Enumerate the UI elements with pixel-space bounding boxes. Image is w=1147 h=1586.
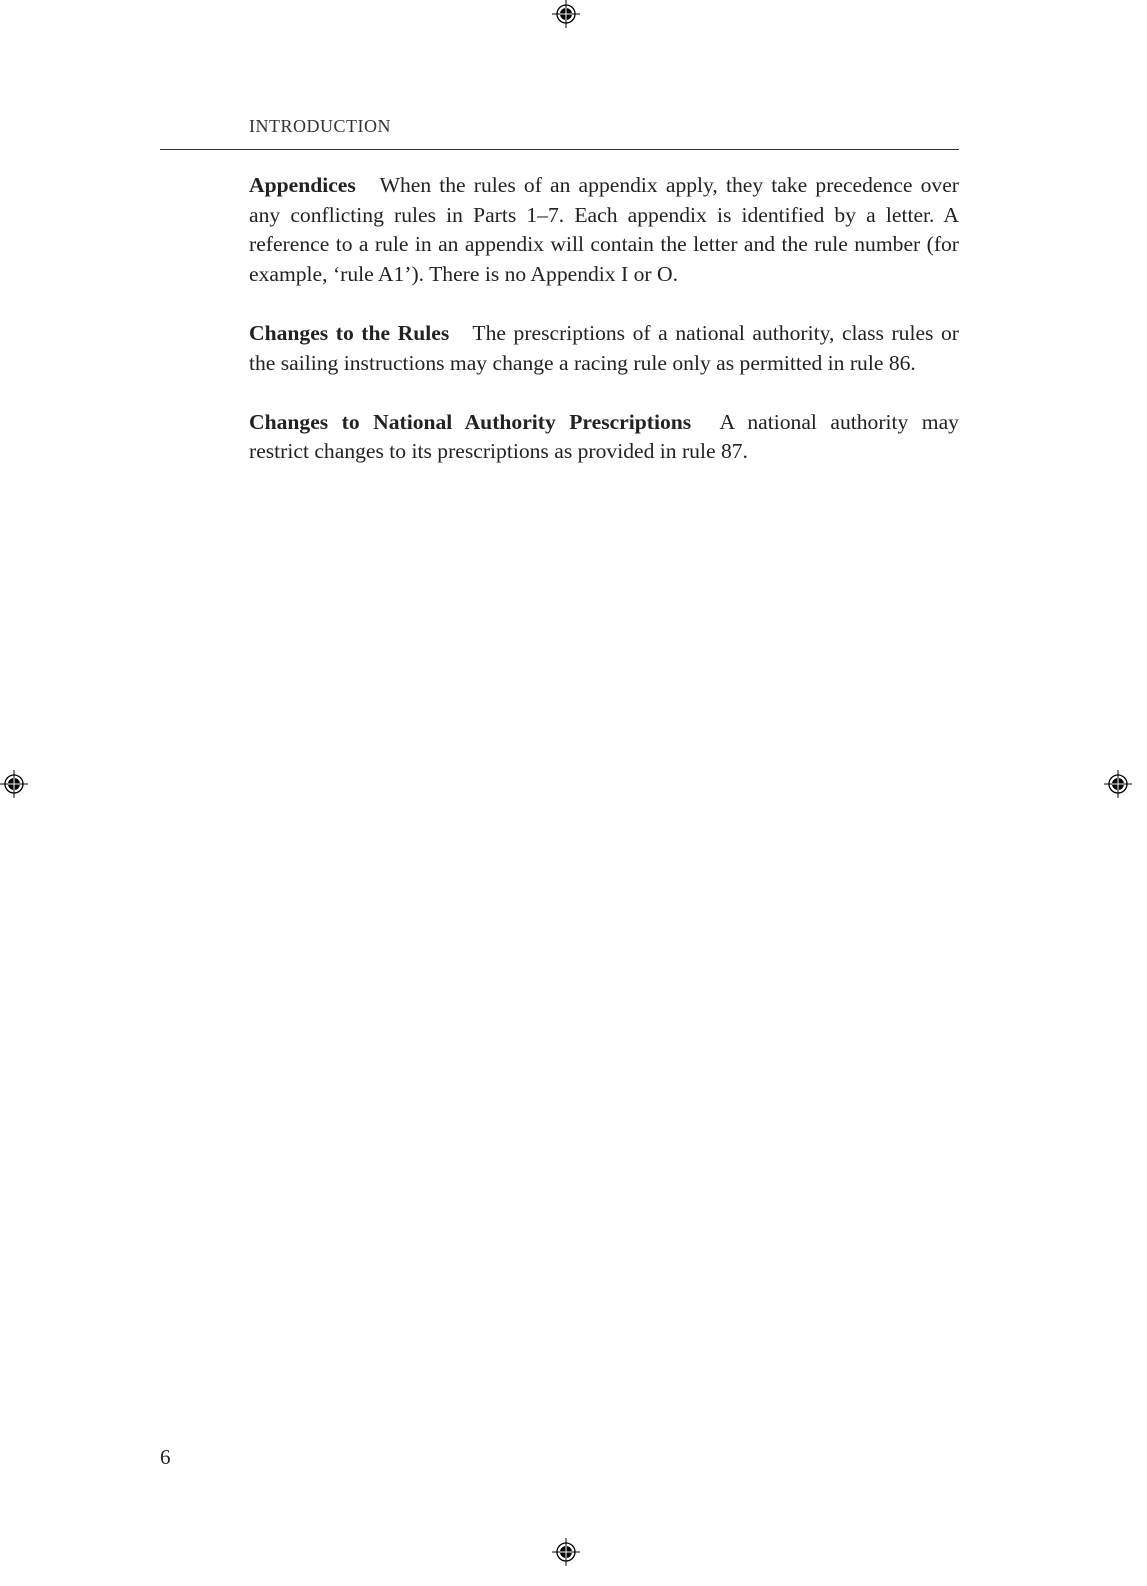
paragraph-appendices bbox=[249, 171, 959, 289]
paragraph-changes-to-prescriptions bbox=[249, 408, 959, 467]
paragraph-heading: Changes to National Authority Prescriptions bbox=[249, 409, 692, 434]
page-number: 6 bbox=[160, 1445, 171, 1469]
registration-mark-icon bbox=[0, 770, 28, 798]
running-head: INTRODUCTION bbox=[249, 116, 391, 136]
paragraph-text: A national authority may restrict changes to its prescriptions as provided in rule 87. bbox=[249, 409, 959, 464]
registration-mark-icon bbox=[552, 1538, 580, 1566]
body-text bbox=[249, 171, 959, 497]
registration-mark-icon bbox=[552, 0, 580, 28]
registration-mark-icon bbox=[1104, 770, 1132, 798]
paragraph-text: When the rules of an appendix apply, they take precedence over any conflicting rules in Parts 1–7. Each appendix is identified by a letter. A reference to a rule in an appendix will contain the letter and the rule number (for example, ‘rule A1’). There is no Appendix I or O. bbox=[249, 173, 959, 286]
paragraph-text: The prescriptions of a national authority, class rules or the sailing instructions may change a racing rule only as permitted in rule 86. bbox=[249, 320, 959, 375]
paragraph-changes-to-rules bbox=[249, 319, 959, 378]
header-rule bbox=[160, 149, 959, 150]
paragraph-heading: Changes to the Rules bbox=[249, 320, 450, 345]
paragraph-heading: Appendices bbox=[249, 173, 356, 197]
